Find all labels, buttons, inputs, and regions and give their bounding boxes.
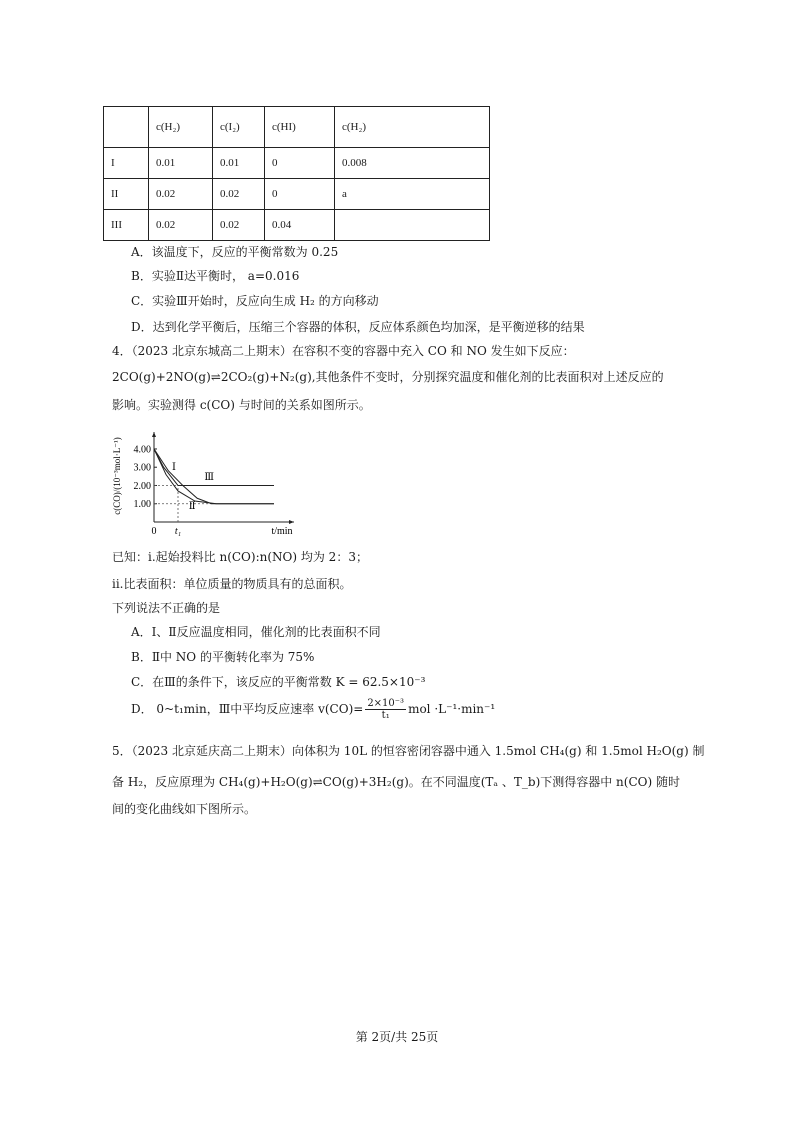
y-tick-label: 1.00 bbox=[133, 499, 151, 511]
table-header-cell: c(H₂) bbox=[149, 107, 213, 148]
q4-prompt: 下列说法不正确的是 bbox=[112, 601, 221, 615]
q3-option-b: B．实验Ⅱ达平衡时， a=0.016 bbox=[131, 269, 300, 283]
table-cell: 0.02 bbox=[149, 210, 213, 241]
series-label: Ⅱ bbox=[188, 500, 196, 512]
table-cell: 0.02 bbox=[149, 179, 213, 210]
table-header-cell: c(I₂) bbox=[213, 107, 265, 148]
q3-option-a: A．该温度下，反应的平衡常数为 0.25 bbox=[131, 245, 339, 259]
table-cell: 0.01 bbox=[213, 148, 265, 179]
table-cell: a bbox=[335, 179, 490, 210]
y-axis-label: c(CO)/(10⁻³mol·L⁻¹) bbox=[112, 437, 122, 515]
table-cell: 0 bbox=[265, 179, 335, 210]
fraction-denominator: t₁ bbox=[381, 710, 390, 721]
q4-stem-line-2: 2CO(g)+2NO(g)⇌2CO₂(g)+N₂(g),其他条件不变时，分别探究温度和催化剂的比表面积对上述反应的 bbox=[112, 370, 664, 384]
equilibrium-data-table bbox=[103, 106, 490, 241]
table-cell: 0 bbox=[265, 148, 335, 179]
table-header-cell: c(HI) bbox=[265, 107, 335, 148]
page-footer: 第 2页/共 25页 bbox=[355, 1030, 439, 1044]
table-cell: 0.02 bbox=[213, 179, 265, 210]
table-cell: 0.02 bbox=[213, 210, 265, 241]
q5-line-3: 间的变化曲线如下图所示。 bbox=[112, 802, 257, 816]
q4-stem-line-1: 4．（2023 北京东城高二上期末）在容积不变的容器中充入 CO 和 NO 发生如下反应： bbox=[112, 344, 575, 358]
q5-line-1: 5．（2023 北京延庆高二上期末）向体积为 10L 的恒容密闭容器中通入 1.5mol CH₄(g) 和 1.5mol H₂O(g) 制 bbox=[112, 744, 705, 758]
q4-option-d-prefix: D． 0~t₁min，Ⅲ中平均反应速率 v(CO)= bbox=[131, 702, 364, 716]
x-axis-label: t/min bbox=[271, 526, 293, 537]
q3-option-d: D．达到化学平衡后，压缩三个容器的体积，反应体系颜色均加深，是平衡逆移的结果 bbox=[131, 320, 585, 334]
q4-option-b: B．Ⅱ中 NO 的平衡转化率为 75% bbox=[131, 650, 315, 664]
table-header-row bbox=[104, 107, 490, 148]
table-row bbox=[104, 148, 490, 179]
q4-option-c: C．在Ⅲ的条件下，该反应的平衡常数 K = 62.5×10⁻³ bbox=[131, 675, 426, 689]
rate-fraction bbox=[365, 698, 406, 721]
series-label: Ⅲ bbox=[204, 472, 215, 483]
table-cell: 0.01 bbox=[149, 148, 213, 179]
q4-stem-line-3: 影响。实验测得 c(CO) 与时间的关系如图所示。 bbox=[112, 398, 371, 412]
table-cell: I bbox=[104, 148, 149, 179]
y-tick-label: 2.00 bbox=[133, 480, 151, 492]
table-cell bbox=[335, 210, 490, 241]
q3-option-c: C．实验Ⅲ开始时，反应向生成 H₂ 的方向移动 bbox=[131, 294, 379, 308]
x-axis-arrow bbox=[289, 520, 294, 524]
y-tick-label: 4.00 bbox=[133, 444, 151, 456]
x-tick-label: t₁ bbox=[174, 526, 182, 537]
q4-known-2: ii.比表面积：单位质量的物质具有的总面积。 bbox=[112, 577, 352, 591]
fraction-numerator: 2×10⁻³ bbox=[367, 698, 405, 709]
table-cell: 0.008 bbox=[335, 148, 490, 179]
table-row bbox=[104, 179, 490, 210]
x-tick-label: 0 bbox=[151, 526, 157, 537]
series-label: Ⅰ bbox=[172, 461, 176, 473]
table-cell: II bbox=[104, 179, 149, 210]
q4-known-1: 已知：i.起始投料比 n(CO):n(NO) 均为 2：3； bbox=[112, 550, 368, 564]
table-cell: 0.04 bbox=[265, 210, 335, 241]
y-axis-arrow bbox=[152, 432, 156, 437]
q5-line-2: 备 H₂，反应原理为 CH₄(g)+H₂O(g)⇌CO(g)+3H₂(g)。在不同温度(Tₐ 、T_b)下测得容器中 n(CO) 随时 bbox=[112, 775, 680, 789]
q4-option-d-suffix: mol ·L⁻¹·min⁻¹ bbox=[408, 702, 496, 716]
table-header-cell bbox=[104, 107, 149, 148]
q4-option-a: A．Ⅰ、Ⅱ反应温度相同，催化剂的比表面积不同 bbox=[131, 625, 381, 639]
table-header-cell: c(H₂) bbox=[335, 107, 490, 148]
table-cell: III bbox=[104, 210, 149, 241]
table-row bbox=[104, 210, 490, 241]
y-tick-label: 3.00 bbox=[133, 462, 151, 474]
q4-option-d bbox=[131, 698, 495, 721]
co-concentration-chart bbox=[104, 430, 304, 542]
